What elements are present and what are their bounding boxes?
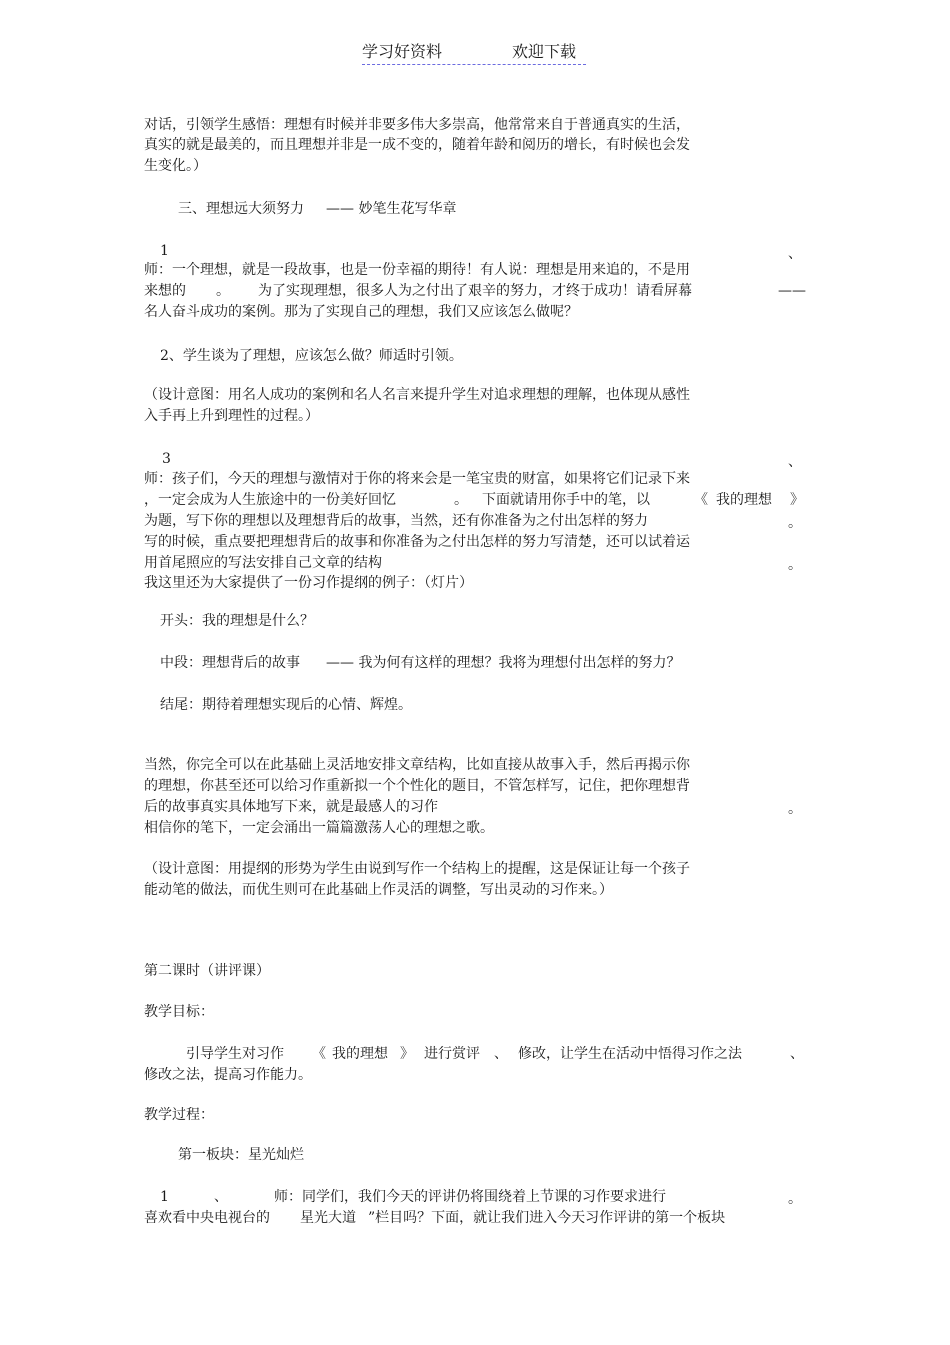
paragraph-line: 。 [788, 557, 802, 573]
paragraph-line: 。 [788, 1191, 802, 1207]
goal-text: 、 [790, 1046, 804, 1062]
section-heading-subtitle: —— 妙笔生花写华章 [326, 201, 457, 217]
paragraph-line: 对话，引领学生感悟：理想有时候并非要多伟大多崇高，他常常来自于普通真实的生活， [144, 117, 690, 133]
outline-middle: 中段：理想背后的故事 [160, 655, 300, 671]
design-note-line: 入手再上升到理性的过程。） [144, 408, 319, 424]
paragraph-line: 名人奋斗成功的案例。那为了实现自己的理想，我们又应该怎么做呢？ [144, 304, 578, 320]
paragraph-line: 用首尾照应的写法安排自己文章的结构 [144, 555, 382, 571]
paragraph-line: 。 [788, 801, 802, 817]
paragraph-line: 。 [216, 283, 230, 299]
paragraph-line: 师：一个理想，就是一段故事，也是一份幸福的期待！有人说：理想是用来追的，不是用 [144, 262, 690, 278]
outline-middle-detail: —— 我为何有这样的理想？我将为理想付出怎样的努力？ [326, 655, 681, 671]
paragraph-line: 真实的就是最美的，而且理想并非是一成不变的，随着年龄和阅历的增长，有时候也会发 [144, 137, 690, 153]
goal-text: 、 [494, 1046, 508, 1062]
item-number: 1 [160, 243, 169, 259]
paragraph-line: 为题，写下你的理想以及理想背后的故事，当然，还有你准备为之付出怎样的努力 [144, 513, 648, 529]
paragraph-line: 《 [694, 492, 708, 508]
goal-text: 进行赏评 [424, 1046, 480, 1062]
process-label: 教学过程： [144, 1107, 214, 1123]
lesson-title: 第二课时（讲评课） [144, 963, 270, 979]
section-heading: 三、理想远大须努力 [178, 201, 304, 217]
paragraph-line: 相信你的笔下，一定会涌出一篇篇激荡人心的理想之歌。 [144, 820, 494, 836]
paragraph-line: 后的故事真实具体地写下来，就是最感人的习作 [144, 799, 438, 815]
paragraph-line: 。 [788, 515, 802, 531]
item-number: 1 [160, 1189, 169, 1205]
header-left-text: 学习好资料 [362, 42, 443, 61]
goal-label: 教学目标： [144, 1004, 214, 1020]
goal-text: 我的理想 [332, 1046, 388, 1062]
paragraph-line: 喜欢看中央电视台的 [144, 1210, 270, 1226]
paragraph-line: ，一定会成为人生旅途中的一份美好回忆 [144, 492, 396, 508]
paragraph-line: 我的理想 [716, 492, 772, 508]
block-heading: 第一板块：星光灿烂 [178, 1147, 304, 1163]
design-note-line: 能动笔的做法，而优生则可在此基础上作灵活的调整，写出灵动的习作来。） [144, 882, 613, 898]
paragraph-line: —— [778, 283, 806, 299]
header-right-text: 欢迎下载 [512, 42, 577, 61]
goal-text: 《 [312, 1046, 326, 1062]
paragraph-line: 写的时候，重点要把理想背后的故事和你准备为之付出怎样的努力写清楚，还可以试着运 [144, 534, 690, 550]
item-mark: 、 [788, 454, 802, 470]
item-mark: 、 [788, 246, 802, 262]
goal-text: 》 [400, 1046, 414, 1062]
goal-text: 修改，让学生在活动中悟得习作之法 [518, 1046, 742, 1062]
design-note-line: （设计意图：用提纲的形势为学生由说到写作一个结构上的提醒，这是保证让每一个孩子 [144, 861, 690, 877]
paragraph-line: 当然，你完全可以在此基础上灵活地安排文章结构，比如直接从故事入手，然后再揭示你 [144, 757, 690, 773]
outline-start: 开头：我的理想是什么？ [160, 613, 314, 629]
goal-text: 修改之法，提高习作能力。 [144, 1067, 312, 1083]
header-dashed-rule [362, 64, 586, 65]
item-number: 3 [162, 451, 171, 467]
outline-end: 结尾：期待着理想实现后的心情、辉煌。 [160, 697, 412, 713]
paragraph-line: 我这里还为大家提供了一份习作提纲的例子：（灯片） [144, 575, 473, 591]
paragraph-line: 》 [790, 492, 804, 508]
design-note-line: （设计意图：用名人成功的案例和名人名言来提升学生对追求理想的理解，也体现从感性 [144, 387, 690, 403]
paragraph-line: 2、学生谈为了理想，应该怎么做？师适时引领。 [160, 348, 463, 364]
paragraph-line: 师：孩子们，今天的理想与激情对于你的将来会是一笔宝贵的财富，如果将它们记录下来 [144, 471, 690, 487]
paragraph-line: 师：同学们，我们今天的评讲仍将围绕着上节课的习作要求进行 [274, 1189, 666, 1205]
paragraph-line: 生变化。） [144, 158, 207, 174]
paragraph-line: ”栏目吗？下面，就让我们进入今天习作评讲的第一个板块 [368, 1210, 726, 1226]
goal-text: 引导学生对习作 [186, 1046, 284, 1062]
paragraph-line: 。 [454, 492, 468, 508]
paragraph-line: 来想的 [144, 283, 186, 299]
paragraph-line: 为了实现理想，很多人为之付出了艰辛的努力，才终于成功！请看屏幕 [258, 283, 692, 299]
paragraph-line: 星光大道 [300, 1210, 356, 1226]
paragraph-line: 下面就请用你手中的笔，以 [482, 492, 650, 508]
paragraph-line: 的理想，你甚至还可以给习作重新拟一个个性化的题目，不管怎样写，记住，把你理想背 [144, 778, 690, 794]
item-mark: 、 [214, 1189, 228, 1205]
